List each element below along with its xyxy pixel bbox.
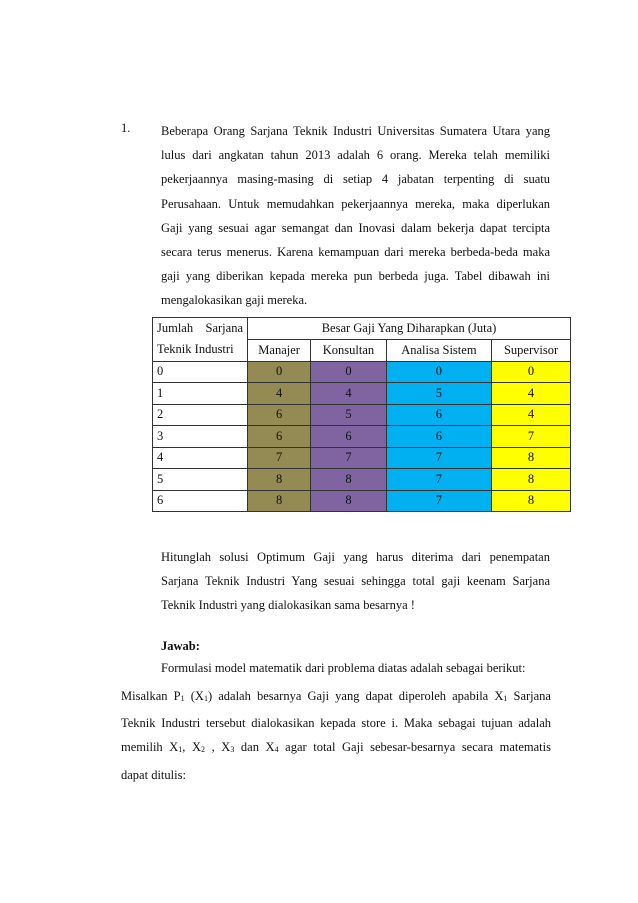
answer-line-1 bbox=[121, 684, 551, 711]
formulation-text: Formulasi model matematik dari problema diatas adalah sebagai berikut: bbox=[161, 661, 526, 675]
question-line: Beberapa Orang Sarjana Teknik Industri Universitas Sumatera Utara yang bbox=[161, 124, 550, 138]
question-line: pekerjaannya masing-masing di setiap 4 jabatan terpenting di suatu bbox=[161, 172, 550, 187]
salary-table bbox=[152, 317, 571, 512]
cell-analisa-sistem: 5 bbox=[386, 383, 491, 405]
question-paragraph bbox=[161, 119, 550, 313]
cell-konsultan: 7 bbox=[311, 447, 386, 469]
cell-konsultan: 0 bbox=[311, 361, 386, 383]
cell-manajer: 6 bbox=[248, 426, 311, 448]
cell-konsultan: 8 bbox=[311, 490, 386, 512]
table-row bbox=[153, 490, 571, 512]
cell-manajer: 0 bbox=[248, 361, 311, 383]
answer-line-3 bbox=[121, 735, 551, 762]
question-number: 1. bbox=[121, 121, 131, 135]
instruction-paragraph bbox=[161, 545, 550, 618]
cell-analisa-sistem: 6 bbox=[386, 426, 491, 448]
cell-konsultan: 8 bbox=[311, 469, 386, 491]
cell-supervisor: 8 bbox=[492, 469, 571, 491]
cell-analisa-sistem: 6 bbox=[386, 404, 491, 426]
text-segment: Misalkan P bbox=[121, 689, 181, 703]
table-row bbox=[153, 383, 571, 405]
cell-supervisor: 4 bbox=[492, 404, 571, 426]
answer-line-2: Teknik Industri tersebut dialokasikan kepada store i. Maka sebagai tujuan adalah bbox=[121, 716, 551, 731]
text-segment: memilih X bbox=[121, 740, 179, 755]
cell-manajer: 8 bbox=[248, 490, 311, 512]
table-row bbox=[153, 447, 571, 469]
table-row bbox=[153, 404, 571, 426]
row-label: 2 bbox=[153, 404, 248, 426]
header-manajer: Manajer bbox=[248, 340, 311, 362]
subscript: 1 bbox=[503, 694, 508, 703]
header-jumlah-line1: Jumlah Sarjana bbox=[157, 321, 243, 335]
instruction-line: Teknik Industri yang dialokasikan sama besarnya ! bbox=[161, 598, 415, 613]
instruction-line: Sarjana Teknik Industri Yang sesuai sehingga total gaji keenam Sarjana bbox=[161, 574, 550, 589]
answer-paragraph bbox=[121, 684, 551, 787]
question-line: Perusahaan. Untuk memudahkan pekerjaannya mereka, maka diperlukan bbox=[161, 196, 550, 211]
cell-konsultan: 6 bbox=[311, 426, 386, 448]
cell-manajer: 8 bbox=[248, 469, 311, 491]
cell-supervisor: 8 bbox=[492, 447, 571, 469]
cell-analisa-sistem: 7 bbox=[386, 490, 491, 512]
table-row bbox=[153, 361, 571, 383]
subscript: 1 bbox=[178, 745, 183, 755]
header-jumlah-line2: Teknik Industri bbox=[157, 342, 234, 356]
row-label: 6 bbox=[153, 490, 248, 512]
row-label: 4 bbox=[153, 447, 248, 469]
subscript: 1 bbox=[203, 694, 208, 703]
table-row bbox=[153, 426, 571, 448]
cell-supervisor: 4 bbox=[492, 383, 571, 405]
question-line: mengalokasikan gaji mereka. bbox=[161, 293, 308, 308]
cell-supervisor: 7 bbox=[492, 426, 571, 448]
text-segment: Sarjana bbox=[507, 689, 551, 703]
answer-line-4: dapat ditulis: bbox=[121, 767, 186, 782]
subscript: 3 bbox=[230, 745, 235, 755]
header-jumlah-sarjana bbox=[153, 318, 248, 362]
cell-supervisor: 8 bbox=[492, 490, 571, 512]
cell-analisa-sistem: 0 bbox=[386, 361, 491, 383]
question-line: secara terus menerus. Karena kemampuan dari mereka berbeda-beda maka bbox=[161, 245, 550, 260]
subscript: 1 bbox=[180, 694, 185, 703]
row-label: 0 bbox=[153, 361, 248, 383]
text-segment: ) adalah besarnya Gaji yang dapat diperoleh apabila X bbox=[207, 689, 504, 703]
text-segment: dan X bbox=[234, 740, 275, 755]
text-segment: , X bbox=[205, 740, 231, 755]
cell-konsultan: 5 bbox=[311, 404, 386, 426]
row-label: 3 bbox=[153, 426, 248, 448]
cell-konsultan: 4 bbox=[311, 383, 386, 405]
cell-manajer: 7 bbox=[248, 447, 311, 469]
table-header-row bbox=[153, 318, 571, 340]
cell-analisa-sistem: 7 bbox=[386, 469, 491, 491]
cell-manajer: 4 bbox=[248, 383, 311, 405]
cell-analisa-sistem: 7 bbox=[386, 447, 491, 469]
text-segment: , X bbox=[182, 740, 202, 755]
answer-heading: Jawab: bbox=[161, 639, 200, 653]
question-line: Gaji yang sesuai agar semangat dan Inovasi dalam bekerja dapat tercipta bbox=[161, 220, 550, 235]
text-segment: (X bbox=[184, 689, 204, 703]
row-label: 5 bbox=[153, 469, 248, 491]
header-supervisor: Supervisor bbox=[492, 340, 571, 362]
subscript: 2 bbox=[201, 745, 206, 755]
header-analisa-sistem: Analisa Sistem bbox=[386, 340, 491, 362]
cell-manajer: 6 bbox=[248, 404, 311, 426]
row-label: 1 bbox=[153, 383, 248, 405]
header-konsultan: Konsultan bbox=[311, 340, 386, 362]
header-besar-gaji: Besar Gaji Yang Diharapkan (Juta) bbox=[248, 318, 571, 340]
subscript: 4 bbox=[274, 745, 279, 755]
instruction-line: Hitunglah solusi Optimum Gaji yang harus diterima dari penempatan bbox=[161, 550, 550, 564]
table-row bbox=[153, 469, 571, 491]
question-line: lulus dari angkatan tahun 2013 adalah 6 orang. Mereka telah memiliki bbox=[161, 148, 550, 163]
cell-supervisor: 0 bbox=[492, 361, 571, 383]
text-segment: agar total Gaji sebesar-besarnya secara matematis bbox=[278, 740, 551, 755]
question-line: gaji yang diberikan kepada mereka pun berbeda juga. Tabel dibawah ini bbox=[161, 269, 550, 284]
